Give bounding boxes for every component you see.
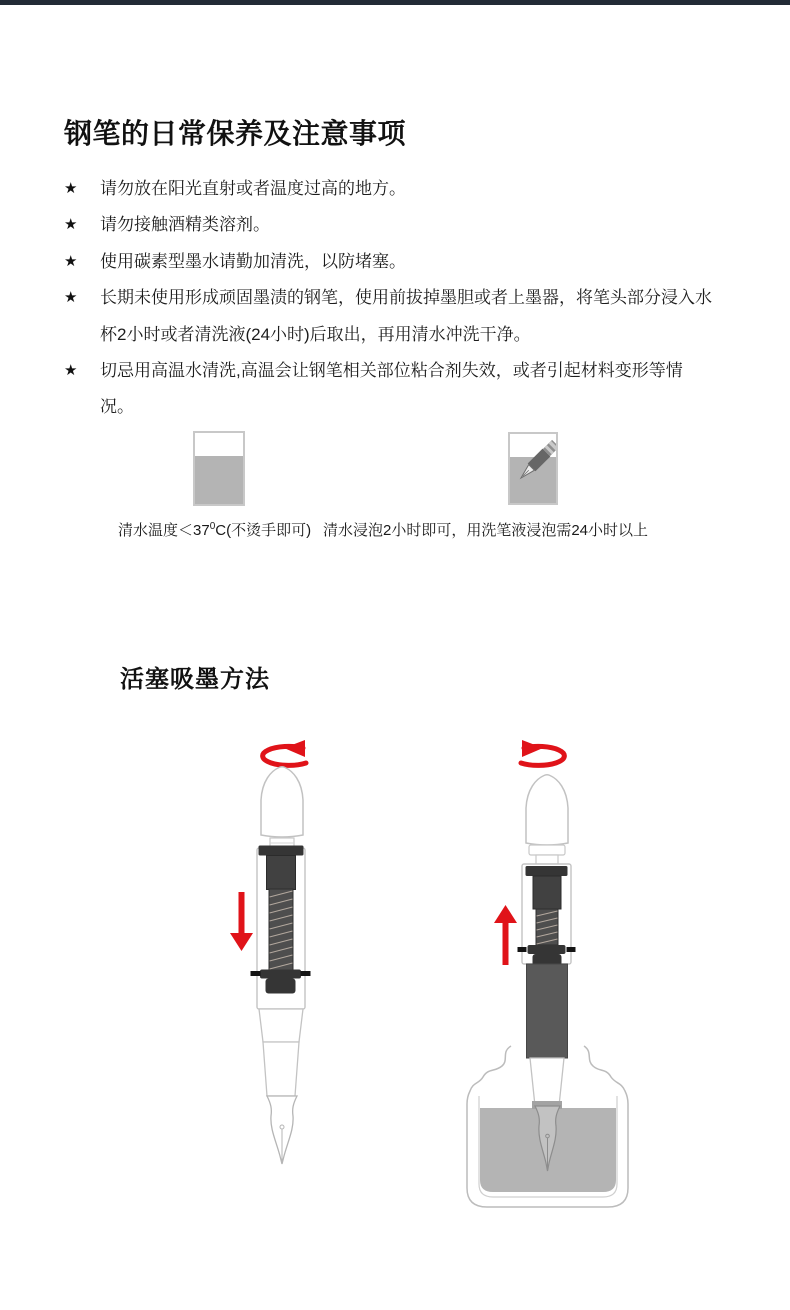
pen-blind-cap [261, 767, 303, 837]
list-item-text: 请勿接触酒精类溶剂。 [100, 215, 270, 235]
left-cup-caption [118, 519, 311, 540]
care-section-title: 钢笔的日常保养及注意事项 [64, 118, 407, 149]
barrel-step [259, 1009, 303, 1042]
down-arrow-icon [230, 892, 253, 951]
water-cup-icon [193, 431, 245, 506]
caption-text: C(不烫手即可) [215, 522, 312, 539]
up-arrow-icon [494, 905, 517, 965]
list-item [64, 244, 746, 280]
star-bullet-icon: ★ [64, 180, 78, 197]
pen-blind-cap [526, 775, 568, 845]
grip-section [530, 1058, 564, 1106]
grip-sleeve [527, 964, 568, 1058]
care-instructions-list [64, 171, 746, 426]
piston-knob [267, 856, 296, 890]
list-item [64, 207, 746, 243]
right-cup-caption: 清水浸泡2小时即可，用洗笔液浸泡需24小时以上 [323, 522, 649, 539]
list-item-text: 况。 [100, 397, 134, 417]
piston-screw [536, 909, 558, 945]
piston-screw [269, 889, 293, 970]
list-item-text: 请勿放在阳光直射或者温度过高的地方。 [100, 179, 406, 198]
seal-side-tab [567, 947, 576, 952]
caption-text: 清水温度＜37 [118, 522, 210, 539]
star-bullet-icon: ★ [64, 252, 78, 270]
cap-skirt [529, 845, 565, 855]
list-item-text: 杯2小时或者清洗液(24小时)后取出，再用清水冲洗干净。 [100, 324, 531, 344]
piston-seal-flange [528, 945, 566, 954]
soaking-pen-icon [510, 434, 556, 503]
seal-side-tab [251, 971, 261, 976]
piston-section-title: 活塞吸墨方法 [120, 666, 270, 693]
seal-side-tab [518, 947, 527, 952]
list-item [64, 280, 746, 353]
rotate-arrow-icon [521, 740, 564, 765]
water-fill [195, 456, 243, 504]
list-item-text: 长期未使用形成顽固墨渍的钢笔，使用前拔掉墨胆或者上墨器，将笔头部分浸入水 [100, 288, 712, 308]
list-item [64, 353, 746, 426]
pen-nib [267, 1096, 297, 1164]
top-divider-bar [0, 0, 790, 5]
pen-piston-extended-diagram [180, 733, 390, 1173]
piston-top-flange [526, 866, 568, 876]
list-item-text: 使用碳素型墨水请勤加清洗，以防堵塞。 [100, 251, 406, 271]
pen-piston-retracting-in-ink-bottle-diagram [440, 733, 690, 1223]
star-bullet-icon: ★ [64, 216, 78, 234]
piston-seal [266, 979, 296, 994]
piston-seal-flange [260, 970, 301, 979]
piston-top-flange [259, 846, 304, 856]
grip-section [263, 1042, 299, 1096]
pen-soaking-cup-icon [508, 432, 558, 505]
rotate-arrow-icon [263, 740, 306, 765]
star-bullet-icon: ★ [64, 362, 78, 380]
piston-knob [533, 876, 561, 909]
list-item-text: 切忌用高温水清洗,高温会让钢笔相关部位粘合剂失效，或者引起材料变形等情 [100, 361, 683, 381]
list-item [64, 171, 746, 207]
star-bullet-icon: ★ [64, 289, 78, 307]
cap-thread-neck [536, 855, 558, 864]
seal-side-tab [301, 971, 311, 976]
caption-superscript: 0 [209, 521, 216, 532]
